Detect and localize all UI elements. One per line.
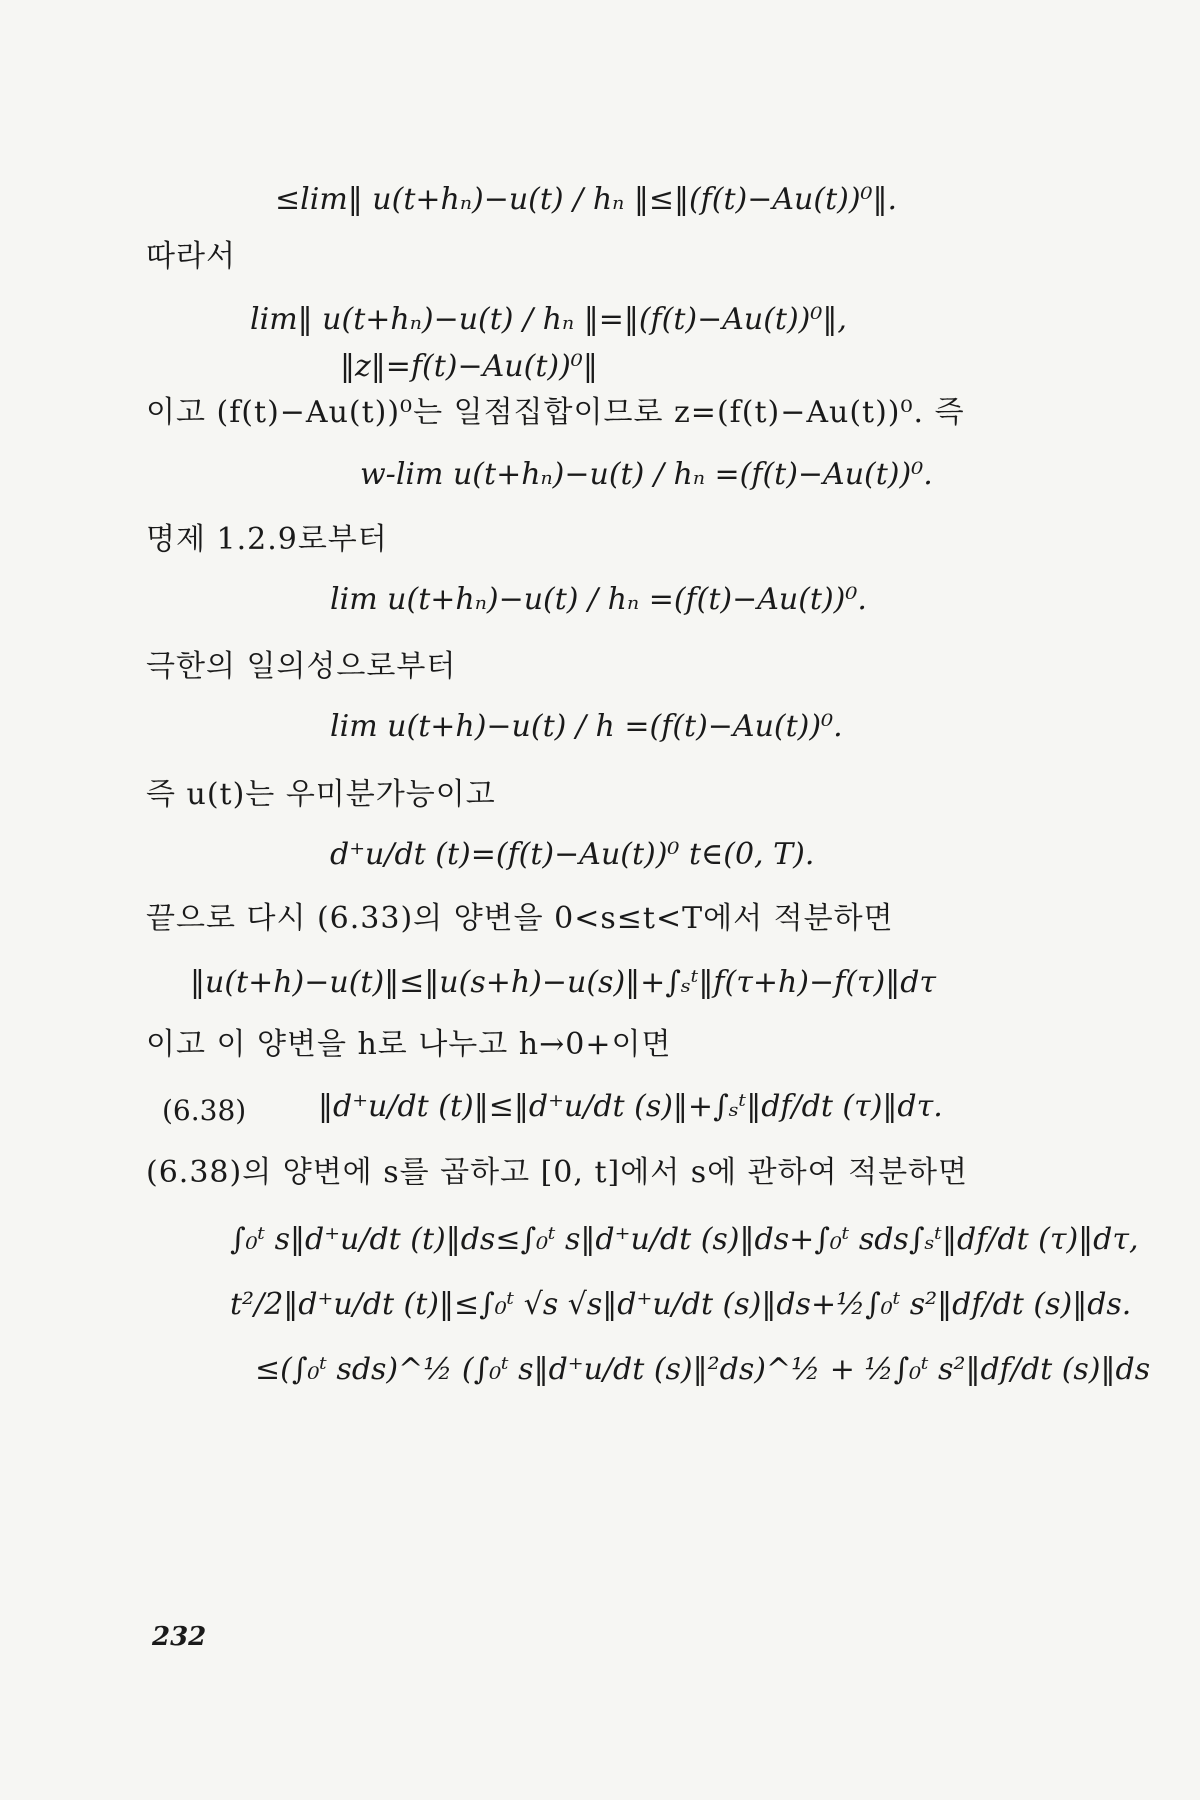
equation-line: t²/2‖d⁺u/dt (t)‖≤∫₀ᵗ √s √s‖d⁺u/dt (s)‖ds+½∫₀ᵗ s²‖df/dt (s)‖ds.: [230, 1287, 1132, 1322]
text-line: (6.38)의 양변에 s를 곱하고 [0, t]에서 s에 관하여 적분하면: [146, 1155, 969, 1190]
equation-line: lim u(t+h)−u(t) / h =(f(t)−Au(t))⁰.: [330, 709, 843, 744]
equation-line: w-lim u(t+hₙ)−u(t) / hₙ =(f(t)−Au(t))⁰.: [360, 457, 933, 492]
text-line: 이고 이 양변을 h로 나누고 h→0+이면: [146, 1027, 672, 1062]
equation-line: ‖u(t+h)−u(t)‖≤‖u(s+h)−u(s)‖+∫ₛᵗ‖f(τ+h)−f(τ)‖dτ: [190, 965, 937, 1000]
equation-line: ≤(∫₀ᵗ sds)^½ (∫₀ᵗ s‖d⁺u/dt (s)‖²ds)^½ + ½∫₀ᵗ s²‖df/dt (s)‖ds: [255, 1352, 1151, 1387]
page-number: 232: [152, 1622, 207, 1652]
equation-line: ‖z‖=f(t)−Au(t))⁰‖: [340, 349, 598, 384]
equation-line: ‖d⁺u/dt (t)‖≤‖d⁺u/dt (s)‖+∫ₛᵗ‖df/dt (τ)‖dτ.: [318, 1089, 943, 1124]
equation-number: (6.38): [162, 1094, 247, 1127]
text-line: 이고 (f(t)−Au(t))⁰는 일점집합이므로 z=(f(t)−Au(t))⁰. 즉: [146, 395, 965, 430]
text-line: 극한의 일의성으로부터: [146, 649, 457, 684]
text-line: 명제 1.2.9로부터: [146, 522, 388, 557]
equation-line: lim‖ u(t+hₙ)−u(t) / hₙ ‖=‖(f(t)−Au(t))⁰‖,: [250, 302, 847, 337]
text-line: 끝으로 다시 (6.33)의 양변을 0<s≤t<T에서 적분하면: [146, 901, 894, 936]
equation-line: ∫₀ᵗ s‖d⁺u/dt (t)‖ds≤∫₀ᵗ s‖d⁺u/dt (s)‖ds+∫₀ᵗ sds∫ₛᵗ‖df/dt (τ)‖dτ,: [230, 1222, 1139, 1257]
equation-line: d⁺u/dt (t)=(f(t)−Au(t))⁰ t∈(0, T).: [330, 837, 815, 872]
text-line: 즉 u(t)는 우미분가능이고: [146, 777, 496, 812]
equation-line: lim u(t+hₙ)−u(t) / hₙ =(f(t)−Au(t))⁰.: [330, 582, 867, 617]
text-line: 따라서: [146, 239, 236, 274]
equation-line: ≤lim‖ u(t+hₙ)−u(t) / hₙ ‖≤‖(f(t)−Au(t))⁰‖.: [275, 182, 898, 217]
